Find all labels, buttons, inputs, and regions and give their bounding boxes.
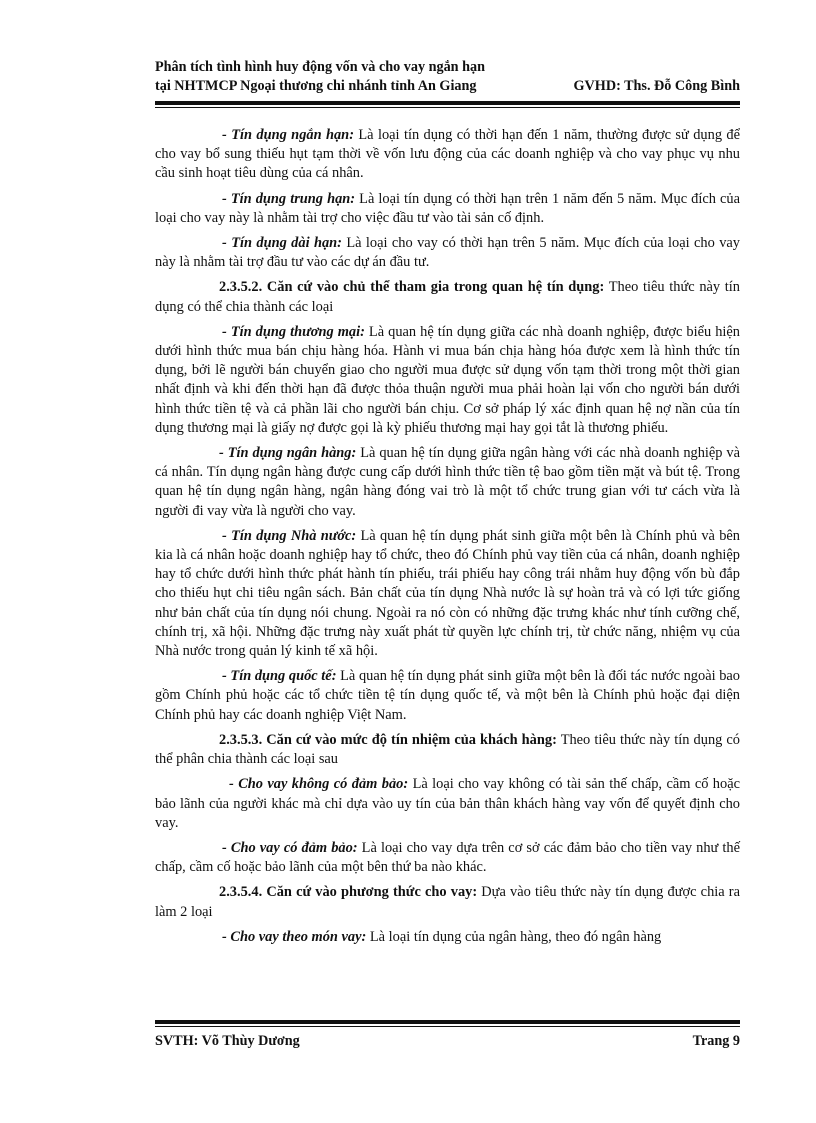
para-text: Là quan hệ tín dụng phát sinh giữa một bên là Chính phủ và bên kia là cá nhân hoặc doanh nghiệp hay tổ chức, theo đó Chính phủ vay tiền của cá nhân, doanh nghiệp hay tổ chức dưới hình thức phát hành tín phiếu, trái phiếu hay công trái nhằm huy động vốn bù đắp cho thiếu hụt chi tiêu ngân sách. Bản chất của tín dụng Nhà nước là sự hoàn trả và có lợi tức giống như bản chất của tín dụng nói chung. Ngoài ra nó còn có những đặc trưng khác như tính cưỡng chế, chính trị, xã hội. Những đặc trưng này xuất phát từ quyền lực chính trị, từ chức năng, nhiệm vụ của Nhà nước trong quản lý kinh tế xã hội.	[155, 527, 740, 660]
para-lead: - Tín dụng ngân hàng:	[219, 445, 357, 462]
para-text: Dựa vào tiêu thức này tín dụng được chia ra làm 2 loại	[155, 884, 740, 920]
page-body	[155, 126, 740, 953]
header-title-line2: tại NHTMCP Ngoại thương chi nhánh tỉnh An Giang	[155, 78, 477, 94]
header-rule-thin	[155, 107, 740, 108]
para-lead: 2.3.5.2. Căn cứ vào chủ thể tham gia trong quan hệ tín dụng:	[219, 279, 605, 296]
paragraph-secured-loan	[155, 839, 740, 877]
header-advisor: GVHD: Ths. Đỗ Công Bình	[573, 78, 740, 94]
para-lead: - Tín dụng ngắn hạn:	[222, 127, 354, 143]
paragraph-state-credit	[155, 527, 740, 661]
paragraph-bank-credit	[155, 444, 740, 521]
footer-author: SVTH: Võ Thùy Dương	[155, 1033, 300, 1049]
paragraph-international-credit	[155, 667, 740, 725]
section-heading-2-3-5-3	[155, 731, 740, 769]
para-text: Là loại cho vay dựa trên cơ sở các đảm bảo cho tiền vay như thế chấp, cầm cố hoặc bảo lãnh của một bên thứ ba nào khác.	[155, 839, 740, 876]
para-text: Theo tiêu thức này tín dụng có thể phân chia thành các loại sau	[155, 731, 740, 768]
para-text: Là loại tín dụng của ngân hàng, theo đó ngân hàng	[366, 928, 662, 945]
para-lead: - Cho vay theo món vay:	[222, 928, 367, 945]
para-lead: - Cho vay không có đảm bảo:	[229, 776, 409, 793]
paragraph-unsecured-loan	[155, 775, 740, 833]
header-line2	[155, 77, 740, 96]
para-lead: - Tín dụng thương mại:	[222, 323, 365, 340]
paragraph-medium-term-credit	[155, 190, 740, 228]
para-lead: - Cho vay có đảm bảo:	[222, 839, 358, 856]
para-lead: - Tín dụng Nhà nước:	[222, 527, 357, 544]
para-text: Là quan hệ tín dụng giữa ngân hàng với các nhà doanh nghiệp và cá nhân. Tín dụng ngân hàng được cung cấp dưới hình thức tiền tệ bao gồm tiền mặt và bút tệ. Trong quan hệ tín dụng ngân hàng, ngân hàng đóng vai trò là một tổ chức trung gian với tư cách vừa là người đi vay vừa là người cho vay.	[155, 445, 741, 519]
paragraph-long-term-credit	[155, 234, 740, 272]
page-footer	[155, 1032, 740, 1051]
header-title-line1: Phân tích tình hình huy động vốn và cho vay ngắn hạn	[155, 59, 485, 75]
page-number: Trang 9	[692, 1033, 740, 1049]
para-lead: 2.3.5.4. Căn cứ vào phương thức cho vay:	[219, 884, 478, 901]
paragraph-per-loan	[155, 928, 740, 947]
para-text: Là loại cho vay không có tài sản thế chấp, cầm cố hoặc bảo lãnh của người khác mà chỉ dựa vào uy tín của bản thân khách hàng vay vốn để quyết định cho vay.	[155, 776, 740, 831]
para-text: Theo tiêu thức này tín dụng có thể chia thành các loại	[155, 279, 740, 315]
footer-rule-thick	[155, 1020, 740, 1024]
para-lead: - Tín dụng dài hạn:	[222, 235, 342, 252]
para-text: Là loại cho vay có thời hạn trên 5 năm. Mục đích của loại cho vay này là nhằm tài trợ đầu tư vào các dự án đầu tư.	[155, 235, 740, 271]
paragraph-commercial-credit	[155, 323, 740, 438]
header-rule-thick	[155, 101, 740, 105]
footer-rule-thin	[155, 1026, 740, 1027]
para-text: Là loại tín dụng có thời hạn trên 1 năm đến 5 năm. Mục đích của loại cho vay này là nhằm tài trợ cho việc đầu tư vào tài sản cố định.	[155, 190, 740, 226]
section-heading-2-3-5-2	[155, 278, 740, 316]
para-lead: 2.3.5.3. Căn cứ vào mức độ tín nhiệm của khách hàng:	[219, 731, 557, 748]
para-text: Là loại tín dụng có thời hạn đến 1 năm, thường được sử dụng để cho vay bổ sung thiếu hụt tạm thời về vốn lưu động của các doanh nghiệp và cho vay phục vụ nhu cầu sinh hoạt tiêu dùng của cá nhân.	[155, 127, 741, 182]
paragraph-short-term-credit	[155, 126, 740, 184]
section-heading-2-3-5-4	[155, 883, 740, 921]
para-lead: - Tín dụng trung hạn:	[222, 190, 356, 207]
para-lead: - Tín dụng quốc tế:	[222, 668, 337, 685]
para-text: Là quan hệ tín dụng phát sinh giữa một bên là đối tác nước ngoài bao gồm Chính phủ hoặc các tổ chức tiền tệ tín dụng quốc tế, và một bên là Chính phủ hoặc đại diện Chính phủ hay các doanh nghiệp Việt Nam.	[155, 668, 740, 723]
para-text: Là quan hệ tín dụng giữa các nhà doanh nghiệp, được biểu hiện dưới hình thức mua bán chịu hàng hóa. Hành vi mua bán chịa hàng hóa được xem là hình thức tín dụng, bởi lẽ người bán chuyển giao cho người mua được sử dụng vốn tạm thời trong một thời gian nhất định và khi đến thời hạn đã được thỏa thuận người mua phải hoàn lại vốn cho người bán dưới hình thức tiền tệ và cả phần lãi cho người bán chịu. Cơ sở pháp lý xác định quan hệ nợ nần của tín dụng thương mại là giấy nợ được gọi là kỳ phiếu thương mại hay gọi tắt là thương phiếu.	[155, 323, 740, 436]
page-header	[155, 58, 740, 96]
